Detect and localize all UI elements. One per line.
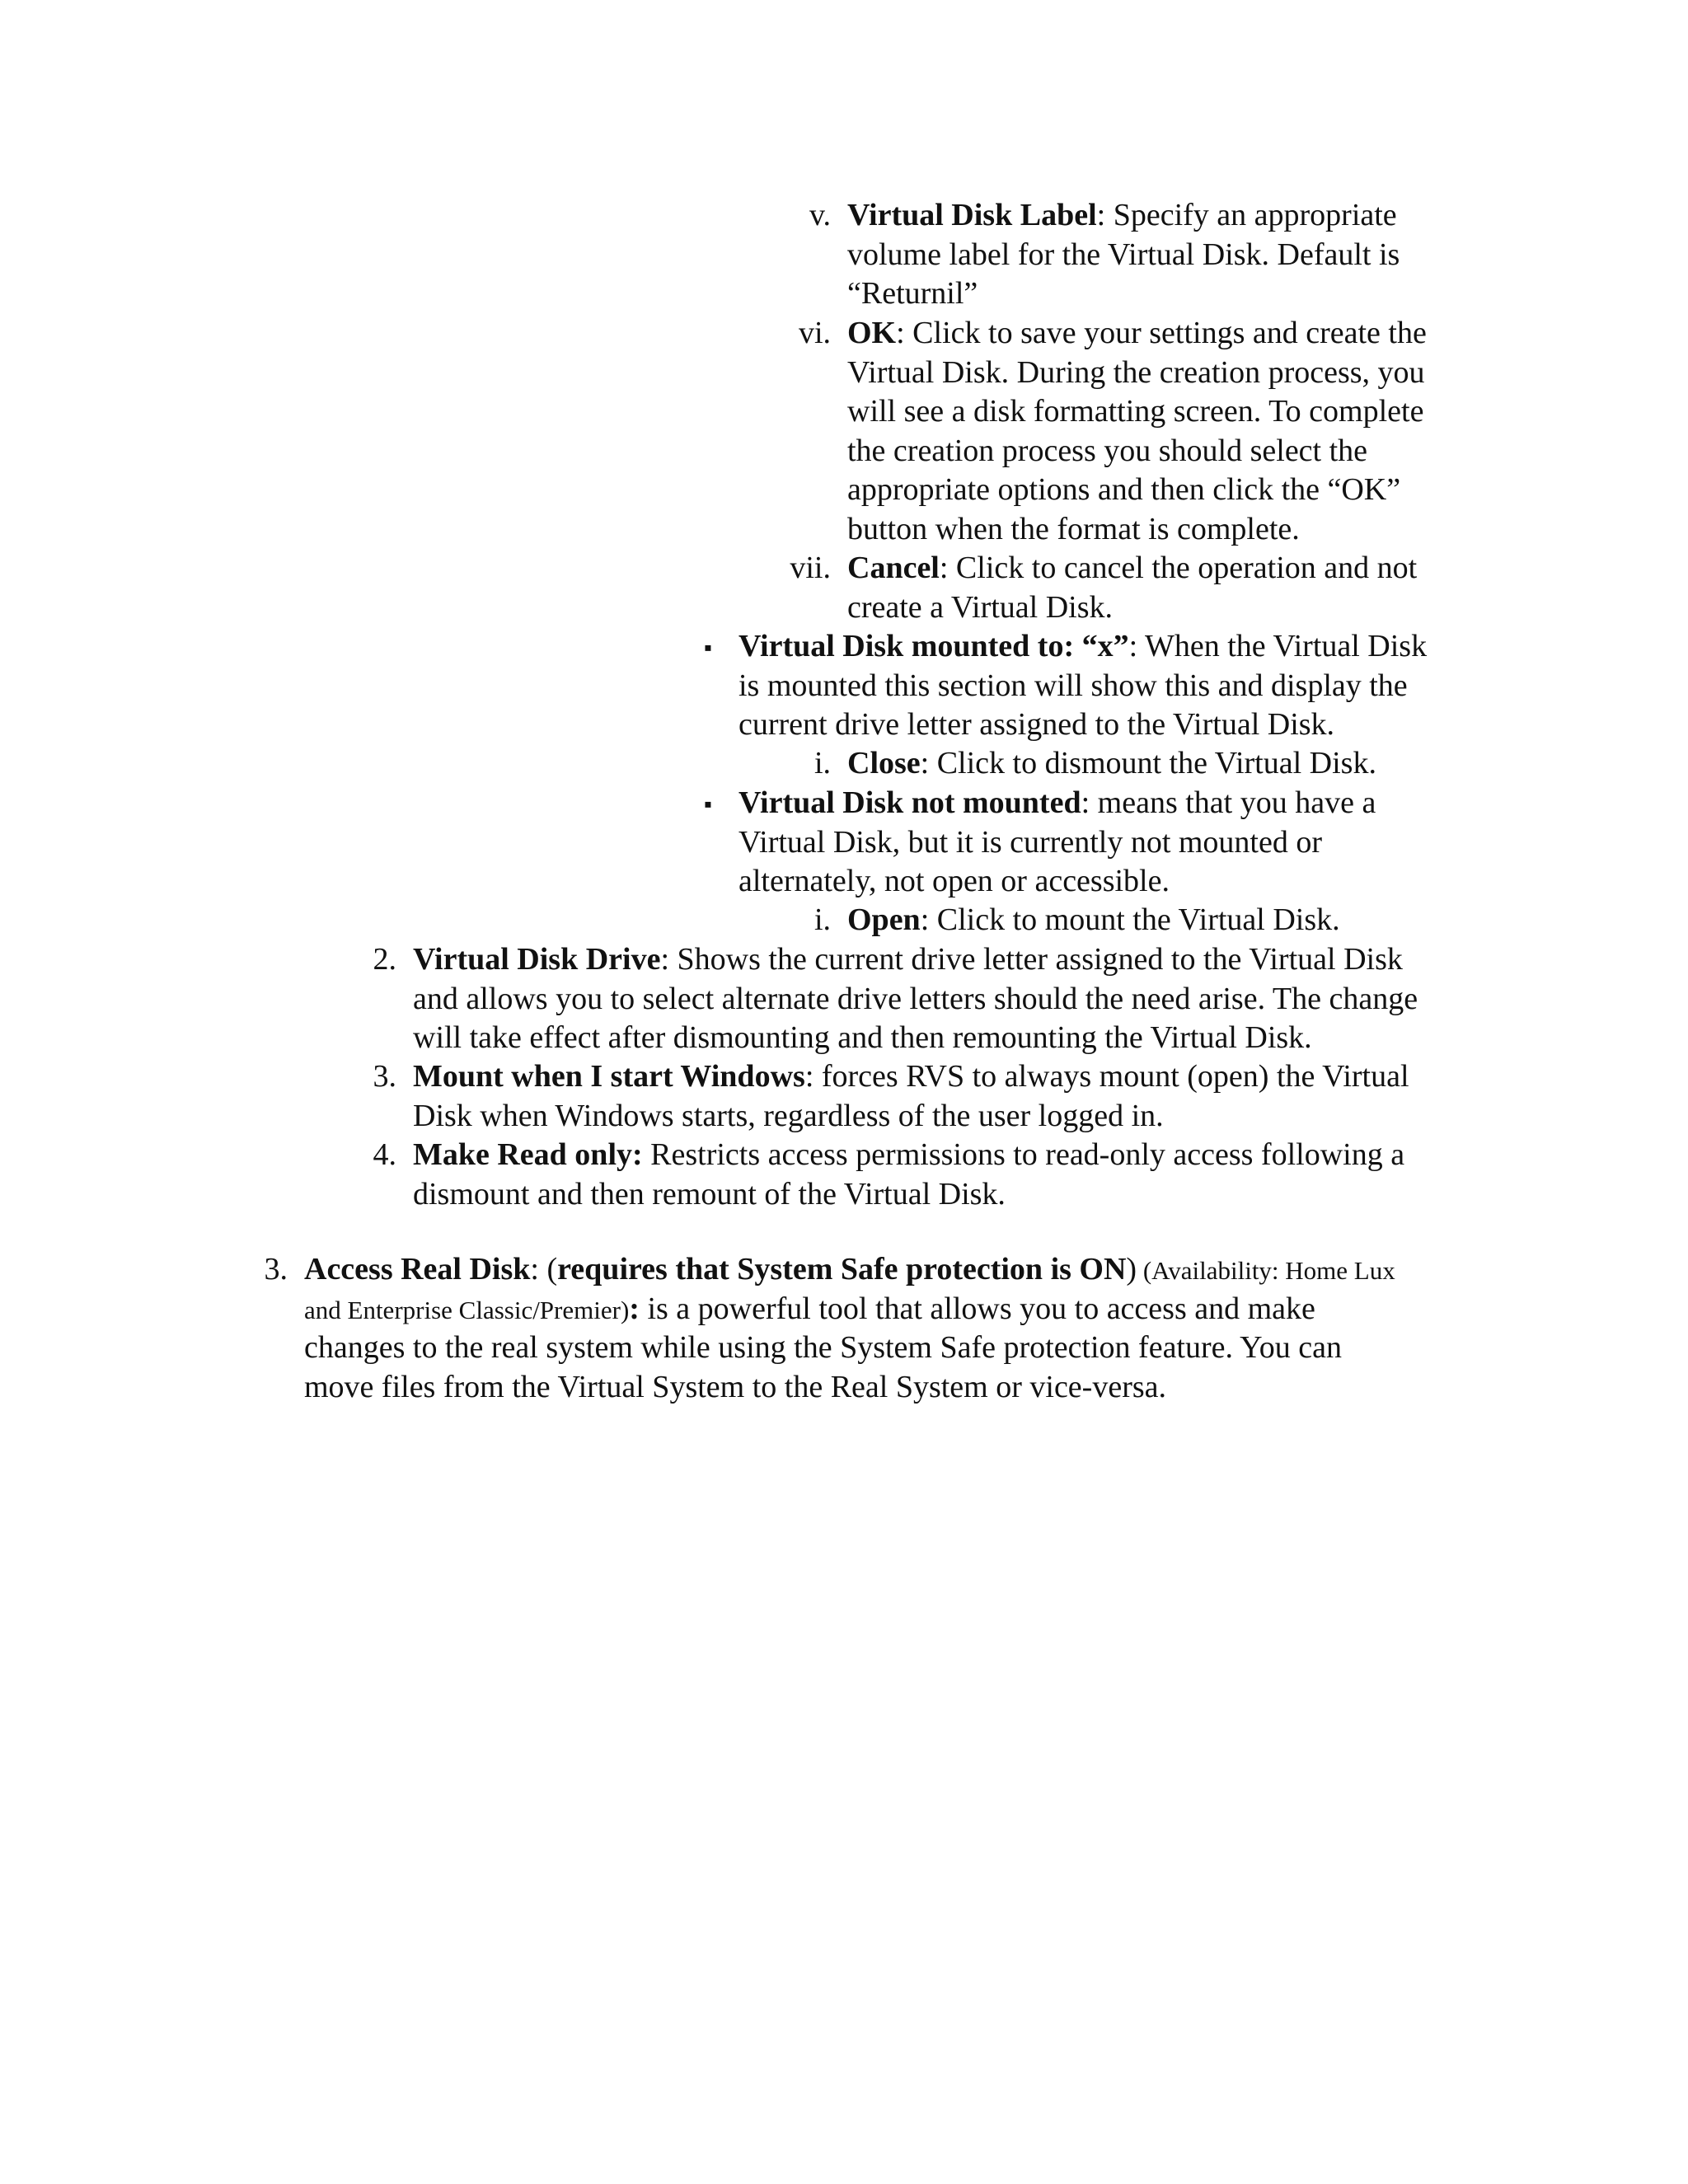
item-text: will see a disk formatting screen. To complete [847, 394, 1424, 429]
item-title: Mount when I start Windows [413, 1059, 805, 1094]
requirement-text: requires that System Safe protection is ON [557, 1252, 1127, 1286]
item-text: “Returnil” [847, 276, 978, 312]
item-text: : Shows the current drive letter assigned to the Virtual Disk [660, 942, 1403, 977]
item-text: is a powerful tool that allows you to access and make [639, 1291, 1315, 1326]
item-title: Close [847, 746, 921, 780]
list-item-cancel [790, 549, 1418, 627]
item-text: move files from the Virtual System to the Real System or vice-versa. [304, 1369, 1167, 1404]
item-text: the creation process you should select the [847, 433, 1368, 468]
item-text: button when the format is complete. [847, 511, 1300, 546]
item-text: : Click to save your settings and create the [896, 316, 1427, 350]
item-text: : Click to cancel the operation and not [939, 551, 1418, 585]
list-item-ok [798, 314, 1427, 550]
item-title: OK [847, 316, 897, 350]
item-title: Make Read only: [413, 1137, 643, 1172]
item-title: Cancel [847, 551, 940, 585]
item-text: changes to the real system while using the System Safe protection feature. You can [304, 1330, 1342, 1366]
item-title: Open [847, 902, 921, 937]
list-item-make-read-only [373, 1136, 1405, 1214]
item-title: Virtual Disk Drive [413, 942, 661, 977]
list-marker: 4. [373, 1137, 396, 1172]
list-item-virtual-disk-label [809, 196, 1400, 314]
item-text: alternately, not open or accessible. [738, 864, 1170, 899]
list-item-access-real-disk [264, 1250, 1395, 1407]
list-marker: vii. [790, 551, 831, 585]
bullet-marker: ▪ [704, 635, 712, 661]
item-title: Access Real Disk [304, 1252, 531, 1286]
item-title: Virtual Disk Label [847, 198, 1097, 232]
item-text: : [629, 1291, 640, 1326]
list-marker: vi. [798, 316, 831, 350]
bullet-item-not-mounted [704, 784, 1376, 902]
item-text: : forces RVS to always mount (open) the Virtual [804, 1059, 1409, 1094]
list-marker: 3. [373, 1059, 396, 1094]
item-text: volume label for the Virtual Disk. Default is [847, 237, 1400, 272]
item-text: ) [1126, 1252, 1137, 1286]
item-text: Disk when Windows starts, regardless of the user logged in. [413, 1098, 1164, 1133]
item-text: create a Virtual Disk. [847, 589, 1113, 625]
item-text: appropriate options and then click the “OK” [847, 472, 1401, 508]
bullet-item-mounted [704, 627, 1428, 745]
item-text: : Click to mount the Virtual Disk. [920, 902, 1340, 937]
list-marker: v. [809, 198, 831, 232]
item-text: and allows you to select alternate drive letters should the need arise. The change [413, 981, 1418, 1016]
item-text: Restricts access permissions to read-only access following a [642, 1137, 1405, 1172]
item-text: current drive letter assigned to the Virtual Disk. [738, 707, 1335, 743]
item-text: Virtual Disk, but it is currently not mounted or [738, 824, 1323, 860]
item-text: is mounted this section will show this and display the [738, 668, 1408, 703]
bullet-marker: ▪ [704, 792, 712, 818]
list-marker: i. [814, 746, 831, 780]
list-item-virtual-disk-drive [373, 940, 1418, 1058]
list-item-open [814, 901, 1340, 940]
item-text: : means that you have a [1081, 785, 1376, 820]
list-item-close [814, 744, 1376, 784]
list-marker: i. [814, 902, 831, 937]
item-text: : Click to dismount the Virtual Disk. [920, 746, 1376, 780]
item-text: : Specify an appropriate [1096, 198, 1397, 232]
list-marker: 2. [373, 942, 396, 977]
item-title: Virtual Disk mounted to: “x” [738, 629, 1129, 663]
item-text: Virtual Disk. During the creation process, you [847, 354, 1425, 390]
item-title: Virtual Disk not mounted [738, 785, 1081, 820]
item-text: : ( [530, 1252, 558, 1286]
item-text: dismount and then remount of the Virtual Disk. [413, 1176, 1006, 1212]
item-text: will take effect after dismounting and then remounting the Virtual Disk. [413, 1020, 1312, 1056]
availability-text: and Enterprise Classic/Premier) [304, 1295, 630, 1324]
list-marker: 3. [264, 1252, 288, 1286]
availability-text: (Availability: Home Lux [1137, 1256, 1395, 1285]
list-item-mount-when-start [373, 1057, 1409, 1136]
item-text: : When the Virtual Disk [1128, 629, 1428, 663]
